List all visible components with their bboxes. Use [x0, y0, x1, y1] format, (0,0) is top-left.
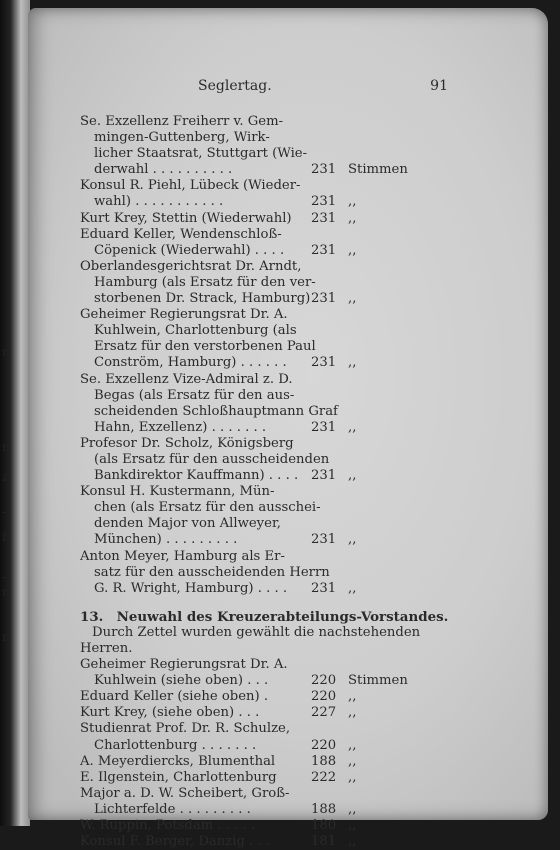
vote-unit: ,,	[348, 532, 357, 548]
vote-count: 231	[311, 242, 337, 258]
vote-unit: ,,	[348, 737, 357, 753]
vote-unit: ,,	[348, 419, 357, 435]
entry-text-line: wahl) . . . . . . . . . . .	[94, 194, 224, 210]
entry-text-line: Oberlandesgerichtsrat Dr. Arndt,	[80, 258, 302, 274]
entry-text-line: Eduard Keller, Wendenschloß-	[80, 226, 282, 242]
entry-text-line: Geheimer Regierungsrat Dr. A.	[80, 307, 288, 323]
entry-text-line: Begas (als Ersatz für den aus-	[94, 387, 295, 403]
previous-page-fragment: n	[2, 345, 10, 359]
vote-entry	[80, 770, 430, 786]
entry-text-line: (als Ersatz für den ausscheidenden	[94, 451, 330, 467]
vote-unit: Stimmen	[348, 162, 408, 178]
entry-text-line: Ersatz für den verstorbenen Paul	[94, 339, 316, 355]
entry-text-line: Geheimer Regierungsrat Dr. A.	[80, 657, 288, 673]
vote-entry	[80, 178, 430, 210]
book-page	[28, 8, 548, 850]
vote-entry	[80, 436, 430, 484]
entry-text-line: A. Meyerdiercks, Blumenthal	[80, 753, 276, 769]
vote-count: 231	[311, 194, 337, 210]
section-number: 13.	[80, 608, 104, 625]
entry-text-line: Studienrat Prof. Dr. R. Schulze,	[80, 721, 291, 737]
entry-text-line: München) . . . . . . . . .	[94, 532, 238, 548]
vote-unit: ,,	[348, 580, 357, 596]
entry-text-line: E. Ilgenstein, Charlottenburg	[80, 769, 277, 785]
entry-text-line: Kuhlwein, Charlottenburg (als	[94, 323, 297, 339]
vote-entry	[80, 754, 430, 770]
entry-text-line: derwahl . . . . . . . . . .	[94, 162, 233, 178]
vote-unit: ,,	[348, 291, 357, 307]
section-intro-line: Herren.	[80, 641, 133, 656]
entry-text-line: scheidenden Schloßhauptmann Graf	[94, 403, 338, 419]
vote-count: 231	[311, 580, 337, 596]
entry-text-line: Hamburg (als Ersatz für den ver-	[94, 274, 316, 290]
vote-count: 231	[311, 291, 337, 307]
section-heading	[80, 608, 449, 625]
entry-text-line: Eduard Keller (siehe oben) .	[80, 689, 269, 705]
entry-text-line: Konsul H. Kustermann, Mün-	[80, 484, 275, 500]
previous-page-fragment: n	[2, 630, 10, 644]
entry-text-line: denden Major von Allweyer,	[94, 516, 281, 532]
entry-text-line: satz für den ausscheidenden Herrn	[94, 564, 330, 580]
vote-count: 231	[311, 162, 337, 178]
previous-page-edge	[0, 40, 10, 800]
election-list-board	[80, 114, 430, 597]
page-content	[80, 114, 449, 850]
entry-text-line: Conström, Hamburg) . . . . . .	[94, 355, 287, 371]
vote-unit: ,,	[348, 769, 357, 785]
entry-text-line: Hahn, Exzellenz) . . . . . . .	[94, 419, 267, 435]
vote-entry	[80, 114, 430, 178]
entry-text-line: Kuhlwein (siehe oben) . . .	[94, 673, 269, 689]
vote-entry	[80, 227, 430, 259]
previous-page-fragment: -	[2, 505, 7, 519]
vote-count: 222	[311, 769, 337, 785]
vote-count: 188	[311, 801, 337, 817]
vote-entry	[80, 689, 430, 705]
vote-unit: ,,	[348, 355, 357, 371]
entry-text-line: Se. Exzellenz Vize-Admiral z. D.	[80, 371, 293, 387]
election-list-cruiser	[80, 657, 430, 850]
previous-page-fragment: n	[2, 440, 10, 454]
section-intro	[80, 625, 430, 657]
entry-text-line: Kurt Krey, (siehe oben) . . .	[80, 705, 260, 721]
vote-entry	[80, 372, 430, 436]
entry-text-line: W. Ruppin, Potsdam . . . . .	[80, 818, 256, 834]
previous-page-fragment: n	[2, 585, 10, 599]
entry-text-line: storbenen Dr. Strack, Hamburg)	[94, 291, 311, 307]
previous-page-fragment: f,	[2, 530, 10, 544]
entry-text-line: Cöpenick (Wiederwahl) . . . .	[94, 242, 285, 258]
entry-text-line: G. R. Wright, Hamburg) . . . .	[94, 580, 288, 596]
entry-text-line: mingen-Guttenberg, Wirk-	[94, 130, 270, 146]
vote-unit: ,,	[348, 468, 357, 484]
vote-unit: ,,	[348, 194, 357, 210]
vote-unit: ,,	[348, 818, 357, 834]
vote-unit: Stimmen	[348, 673, 408, 689]
vote-entry	[80, 834, 430, 850]
vote-unit: ,,	[348, 705, 357, 721]
page-header	[198, 78, 448, 100]
entry-text-line: Konsul F. Berger, Danzig . . .	[80, 834, 271, 850]
previous-page-fragment: -	[2, 570, 7, 584]
vote-unit: ,,	[348, 834, 357, 850]
entry-text-line: licher Staatsrat, Stuttgart (Wie-	[94, 146, 308, 162]
vote-entry	[80, 818, 430, 834]
entry-text-line: Se. Exzellenz Freiherr v. Gem-	[80, 114, 284, 129]
entry-text-line: Konsul R. Piehl, Lübeck (Wieder-	[80, 178, 301, 194]
vote-unit: ,,	[348, 689, 357, 705]
entry-text-line: chen (als Ersatz für den ausschei-	[94, 500, 321, 516]
entry-text-line: Anton Meyer, Hamburg als Er-	[80, 548, 285, 564]
entry-text-line: Kurt Krey, Stettin (Wiederwahl)	[80, 210, 292, 226]
vote-unit: ,,	[348, 210, 357, 226]
section-title: Neuwahl des Kreuzerabteilungs-Vorstandes.	[116, 608, 449, 625]
vote-count: 220	[311, 689, 337, 705]
vote-count: 231	[311, 468, 337, 484]
vote-entry	[80, 786, 430, 818]
vote-entry	[80, 657, 430, 689]
vote-entry	[80, 259, 430, 307]
vote-entry	[80, 721, 430, 753]
vote-count: 231	[311, 532, 337, 548]
vote-entry	[80, 211, 430, 227]
vote-unit: ,,	[348, 242, 357, 258]
vote-entry	[80, 705, 430, 721]
vote-count: 181	[311, 834, 337, 850]
vote-count: 227	[311, 705, 337, 721]
vote-count: 231	[311, 210, 337, 226]
vote-entry	[80, 307, 430, 371]
section-intro-line: Durch Zettel wurden gewählt die nachstehenden	[92, 624, 421, 640]
entry-text-line: Bankdirektor Kauffmann) . . . .	[94, 468, 299, 484]
vote-count: 231	[311, 355, 337, 371]
entry-text-line: Charlottenburg . . . . . . .	[94, 737, 257, 753]
page-number: 91	[430, 78, 448, 94]
entry-text-line: Lichterfelde . . . . . . . . .	[94, 801, 251, 817]
entry-text-line: Major a. D. W. Scheibert, Groß-	[80, 785, 290, 801]
vote-count: 220	[311, 737, 337, 753]
vote-count: 188	[311, 753, 337, 769]
vote-unit: ,,	[348, 753, 357, 769]
vote-count: 220	[311, 673, 337, 689]
vote-unit: ,,	[348, 801, 357, 817]
vote-count: 180	[311, 818, 337, 834]
vote-count: 231	[311, 419, 337, 435]
entry-text-line: Profesor Dr. Scholz, Königsberg	[80, 435, 294, 451]
previous-page-fragment: z	[2, 470, 9, 484]
vote-entry	[80, 549, 430, 597]
running-title: Seglertag.	[198, 78, 272, 94]
vote-entry	[80, 484, 430, 548]
